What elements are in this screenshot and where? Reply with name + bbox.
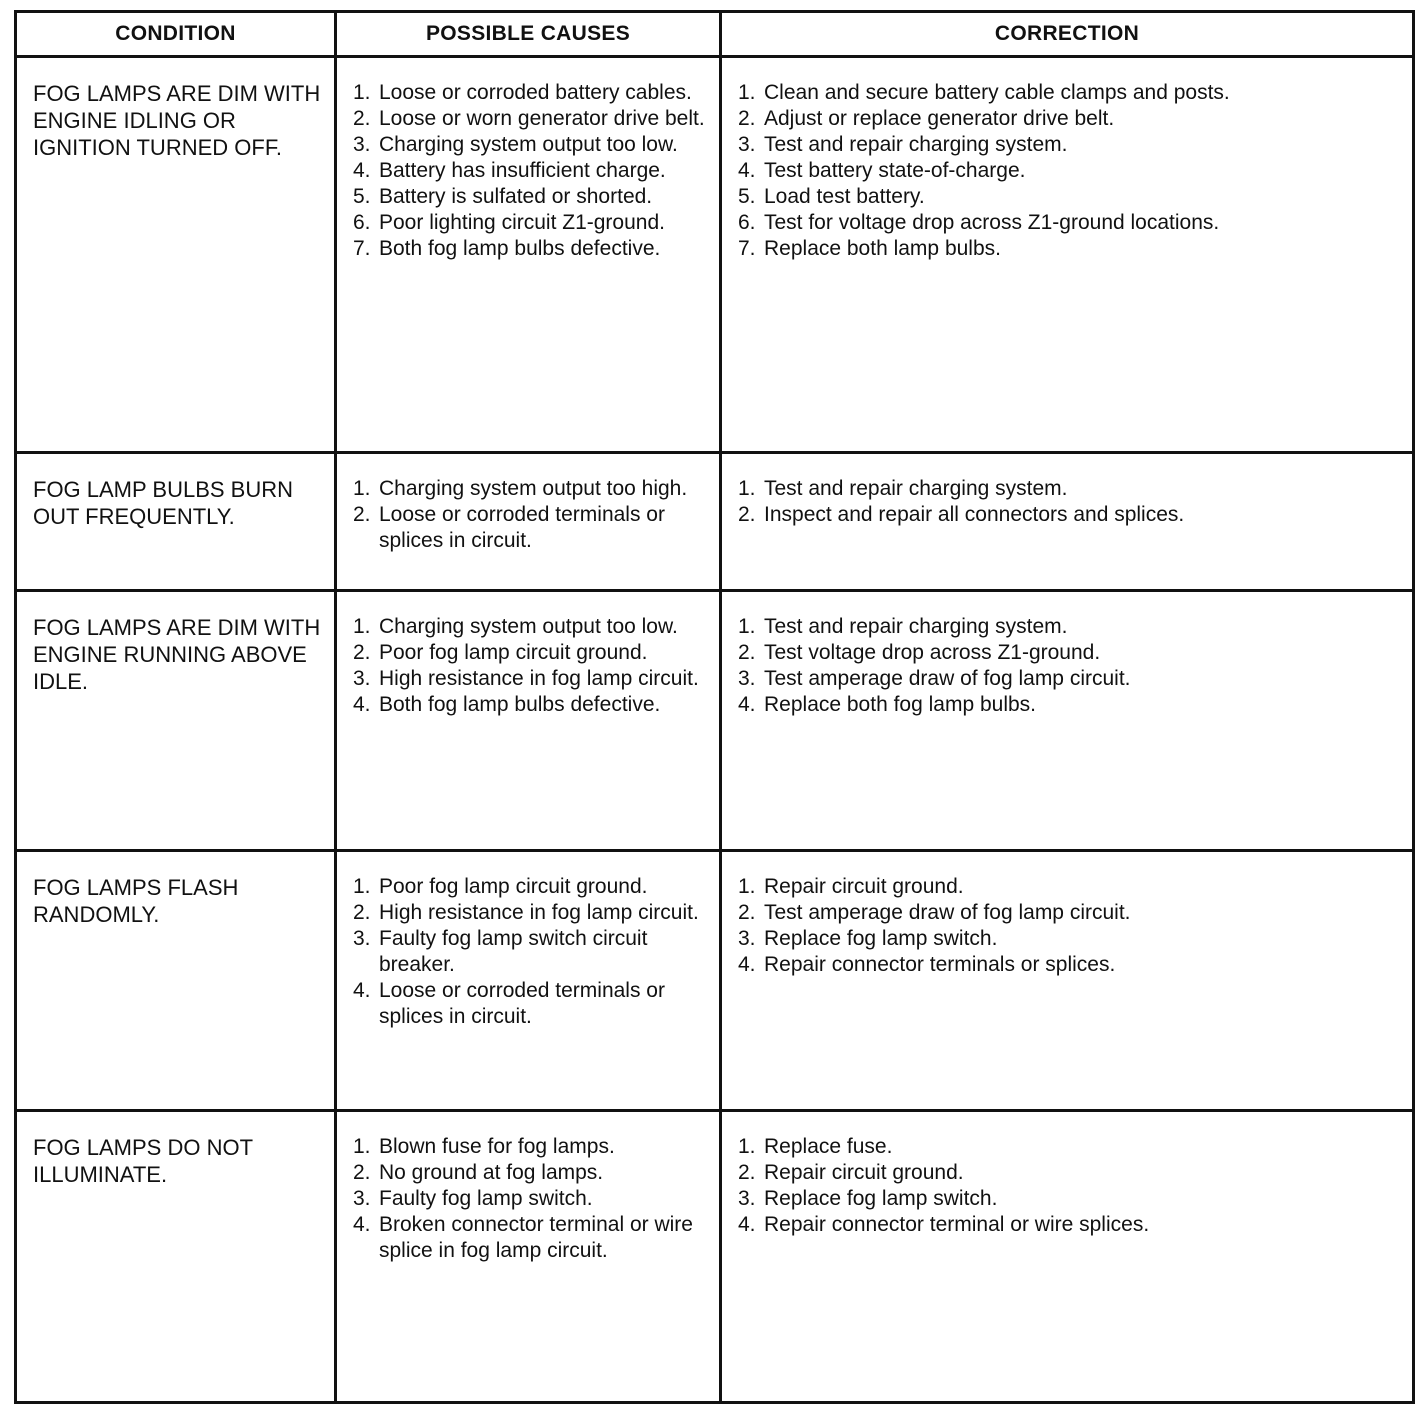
corrections-list — [722, 852, 1412, 978]
item-text: Test voltage drop across Z1-ground. — [764, 641, 1101, 664]
item-number: 2. — [738, 1161, 756, 1184]
item-number: 4. — [353, 1213, 371, 1236]
list-item — [738, 502, 1406, 528]
item-number: 1. — [738, 81, 756, 104]
item-text: Loose or corroded terminals or splices in circuit. — [379, 503, 665, 552]
item-number: 2. — [353, 641, 371, 664]
item-number: 4. — [738, 693, 756, 716]
item-text: Test and repair charging system. — [764, 477, 1068, 500]
list-item — [353, 210, 713, 236]
item-number: 2. — [738, 107, 756, 130]
item-number: 3. — [353, 667, 371, 690]
item-text: Broken connector terminal or wire splice in fog lamp circuit. — [379, 1213, 693, 1262]
list-item — [353, 874, 713, 900]
item-number: 3. — [353, 927, 371, 950]
list-item — [353, 614, 713, 640]
item-text: Both fog lamp bulbs defective. — [379, 693, 661, 716]
item-number: 2. — [738, 641, 756, 664]
list-item — [353, 80, 713, 106]
item-text: Clean and secure battery cable clamps and posts. — [764, 81, 1230, 104]
item-number: 2. — [738, 503, 756, 526]
corrections-cell — [721, 851, 1414, 1111]
list-item — [738, 926, 1406, 952]
item-number: 1. — [353, 81, 371, 104]
causes-cell — [336, 591, 721, 851]
item-number: 3. — [353, 1187, 371, 1210]
item-text: Test amperage draw of fog lamp circuit. — [764, 901, 1131, 924]
table-row — [16, 453, 1414, 591]
table-row — [16, 851, 1414, 1111]
item-number: 3. — [738, 927, 756, 950]
list-item — [738, 476, 1406, 502]
list-item — [353, 158, 713, 184]
causes-list — [337, 1112, 719, 1264]
causes-list — [337, 454, 719, 554]
condition-cell: FOG LAMP BULBS BURN OUT FREQUENTLY. — [16, 453, 336, 591]
item-text: Test battery state-of-charge. — [764, 159, 1026, 182]
list-item — [738, 1212, 1406, 1238]
list-item — [738, 874, 1406, 900]
corrections-cell — [721, 57, 1414, 453]
list-item — [738, 1160, 1406, 1186]
condition-cell: FOG LAMPS ARE DIM WITH ENGINE IDLING OR IGNITION TURNED OFF. — [16, 57, 336, 453]
list-item — [353, 978, 713, 1030]
list-item — [353, 184, 713, 210]
item-text: Test amperage draw of fog lamp circuit. — [764, 667, 1131, 690]
corrections-list — [722, 592, 1412, 718]
list-item — [738, 900, 1406, 926]
corrections-list — [722, 454, 1412, 528]
item-number: 6. — [353, 211, 371, 234]
table-row — [16, 591, 1414, 851]
list-item — [738, 158, 1406, 184]
item-number: 1. — [353, 615, 371, 638]
table-row — [16, 57, 1414, 453]
list-item — [738, 614, 1406, 640]
list-item — [353, 926, 713, 978]
corrections-cell — [721, 453, 1414, 591]
list-item — [353, 1186, 713, 1212]
list-item — [738, 106, 1406, 132]
item-text: Charging system output too low. — [379, 133, 678, 156]
item-number: 3. — [353, 133, 371, 156]
item-text: Poor fog lamp circuit ground. — [379, 875, 648, 898]
list-item — [738, 1186, 1406, 1212]
list-item — [353, 502, 713, 554]
item-text: Test for voltage drop across Z1-ground locations. — [764, 211, 1220, 234]
corrections-list — [722, 1112, 1412, 1238]
list-item — [738, 952, 1406, 978]
list-item — [738, 666, 1406, 692]
item-text: Repair circuit ground. — [764, 1161, 964, 1184]
list-item — [738, 640, 1406, 666]
item-text: Charging system output too high. — [379, 477, 688, 500]
item-text: Repair connector terminal or wire splices. — [764, 1213, 1150, 1236]
item-number: 2. — [353, 107, 371, 130]
list-item — [738, 1134, 1406, 1160]
list-item — [353, 692, 713, 718]
item-text: Inspect and repair all connectors and splices. — [764, 503, 1185, 526]
list-item — [353, 666, 713, 692]
list-item — [353, 1134, 713, 1160]
item-text: Both fog lamp bulbs defective. — [379, 237, 661, 260]
item-number: 7. — [353, 237, 371, 260]
corrections-cell — [721, 591, 1414, 851]
list-item — [353, 900, 713, 926]
causes-cell — [336, 57, 721, 453]
corrections-list — [722, 58, 1412, 262]
causes-cell — [336, 453, 721, 591]
item-text: Replace fuse. — [764, 1135, 893, 1158]
item-number: 4. — [738, 953, 756, 976]
item-text: Loose or corroded battery cables. — [379, 81, 692, 104]
item-text: Adjust or replace generator drive belt. — [764, 107, 1115, 130]
item-number: 4. — [738, 1213, 756, 1236]
condition-cell: FOG LAMPS ARE DIM WITH ENGINE RUNNING ABOVE IDLE. — [16, 591, 336, 851]
list-item — [353, 132, 713, 158]
item-number: 2. — [738, 901, 756, 924]
corrections-cell — [721, 1111, 1414, 1403]
list-item — [353, 476, 713, 502]
item-number: 4. — [353, 979, 371, 1002]
item-text: Replace both fog lamp bulbs. — [764, 693, 1037, 716]
item-number: 5. — [738, 185, 756, 208]
causes-list — [337, 58, 719, 262]
item-text: Replace fog lamp switch. — [764, 1187, 998, 1210]
item-text: Test and repair charging system. — [764, 615, 1068, 638]
item-text: Test and repair charging system. — [764, 133, 1068, 156]
header-possible-causes: POSSIBLE CAUSES — [336, 12, 721, 57]
item-number: 3. — [738, 667, 756, 690]
header-correction: CORRECTION — [721, 12, 1414, 57]
list-item — [738, 692, 1406, 718]
item-text: Charging system output too low. — [379, 615, 678, 638]
item-number: 1. — [738, 477, 756, 500]
causes-list — [337, 852, 719, 1030]
item-number: 1. — [353, 875, 371, 898]
list-item — [353, 106, 713, 132]
item-text: Load test battery. — [764, 185, 925, 208]
item-text: Faulty fog lamp switch circuit breaker. — [379, 927, 648, 976]
header-row — [16, 12, 1414, 57]
item-number: 1. — [738, 1135, 756, 1158]
causes-cell — [336, 1111, 721, 1403]
item-text: Blown fuse for fog lamps. — [379, 1135, 615, 1158]
list-item — [353, 1160, 713, 1186]
causes-cell — [336, 851, 721, 1111]
item-number: 4. — [353, 159, 371, 182]
list-item — [353, 236, 713, 262]
item-number: 5. — [353, 185, 371, 208]
item-number: 1. — [738, 875, 756, 898]
list-item — [738, 210, 1406, 236]
header-condition: CONDITION — [16, 12, 336, 57]
item-number: 2. — [353, 503, 371, 526]
table-row — [16, 1111, 1414, 1403]
item-number: 1. — [353, 1135, 371, 1158]
item-text: High resistance in fog lamp circuit. — [379, 667, 699, 690]
item-text: Poor fog lamp circuit ground. — [379, 641, 648, 664]
item-text: Battery is sulfated or shorted. — [379, 185, 653, 208]
list-item — [738, 184, 1406, 210]
item-text: Faulty fog lamp switch. — [379, 1187, 593, 1210]
item-number: 6. — [738, 211, 756, 234]
list-item — [738, 236, 1406, 262]
item-text: Replace both lamp bulbs. — [764, 237, 1001, 260]
item-text: Loose or corroded terminals or splices in circuit. — [379, 979, 665, 1028]
item-text: High resistance in fog lamp circuit. — [379, 901, 699, 924]
item-number: 7. — [738, 237, 756, 260]
item-text: Repair connector terminals or splices. — [764, 953, 1116, 976]
list-item — [738, 80, 1406, 106]
diagnosis-table — [14, 10, 1415, 1404]
item-number: 3. — [738, 133, 756, 156]
item-text: Replace fog lamp switch. — [764, 927, 998, 950]
item-text: Poor lighting circuit Z1-ground. — [379, 211, 665, 234]
list-item — [353, 640, 713, 666]
list-item — [738, 132, 1406, 158]
item-text: Repair circuit ground. — [764, 875, 964, 898]
item-number: 1. — [353, 477, 371, 500]
causes-list — [337, 592, 719, 718]
item-number: 2. — [353, 1161, 371, 1184]
condition-cell: FOG LAMPS FLASH RANDOMLY. — [16, 851, 336, 1111]
condition-cell: FOG LAMPS DO NOT ILLUMINATE. — [16, 1111, 336, 1403]
item-number: 1. — [738, 615, 756, 638]
item-text: Loose or worn generator drive belt. — [379, 107, 705, 130]
item-number: 2. — [353, 901, 371, 924]
item-number: 4. — [738, 159, 756, 182]
item-text: No ground at fog lamps. — [379, 1161, 604, 1184]
item-text: Battery has insufficient charge. — [379, 159, 666, 182]
list-item — [353, 1212, 713, 1264]
item-number: 4. — [353, 693, 371, 716]
item-number: 3. — [738, 1187, 756, 1210]
